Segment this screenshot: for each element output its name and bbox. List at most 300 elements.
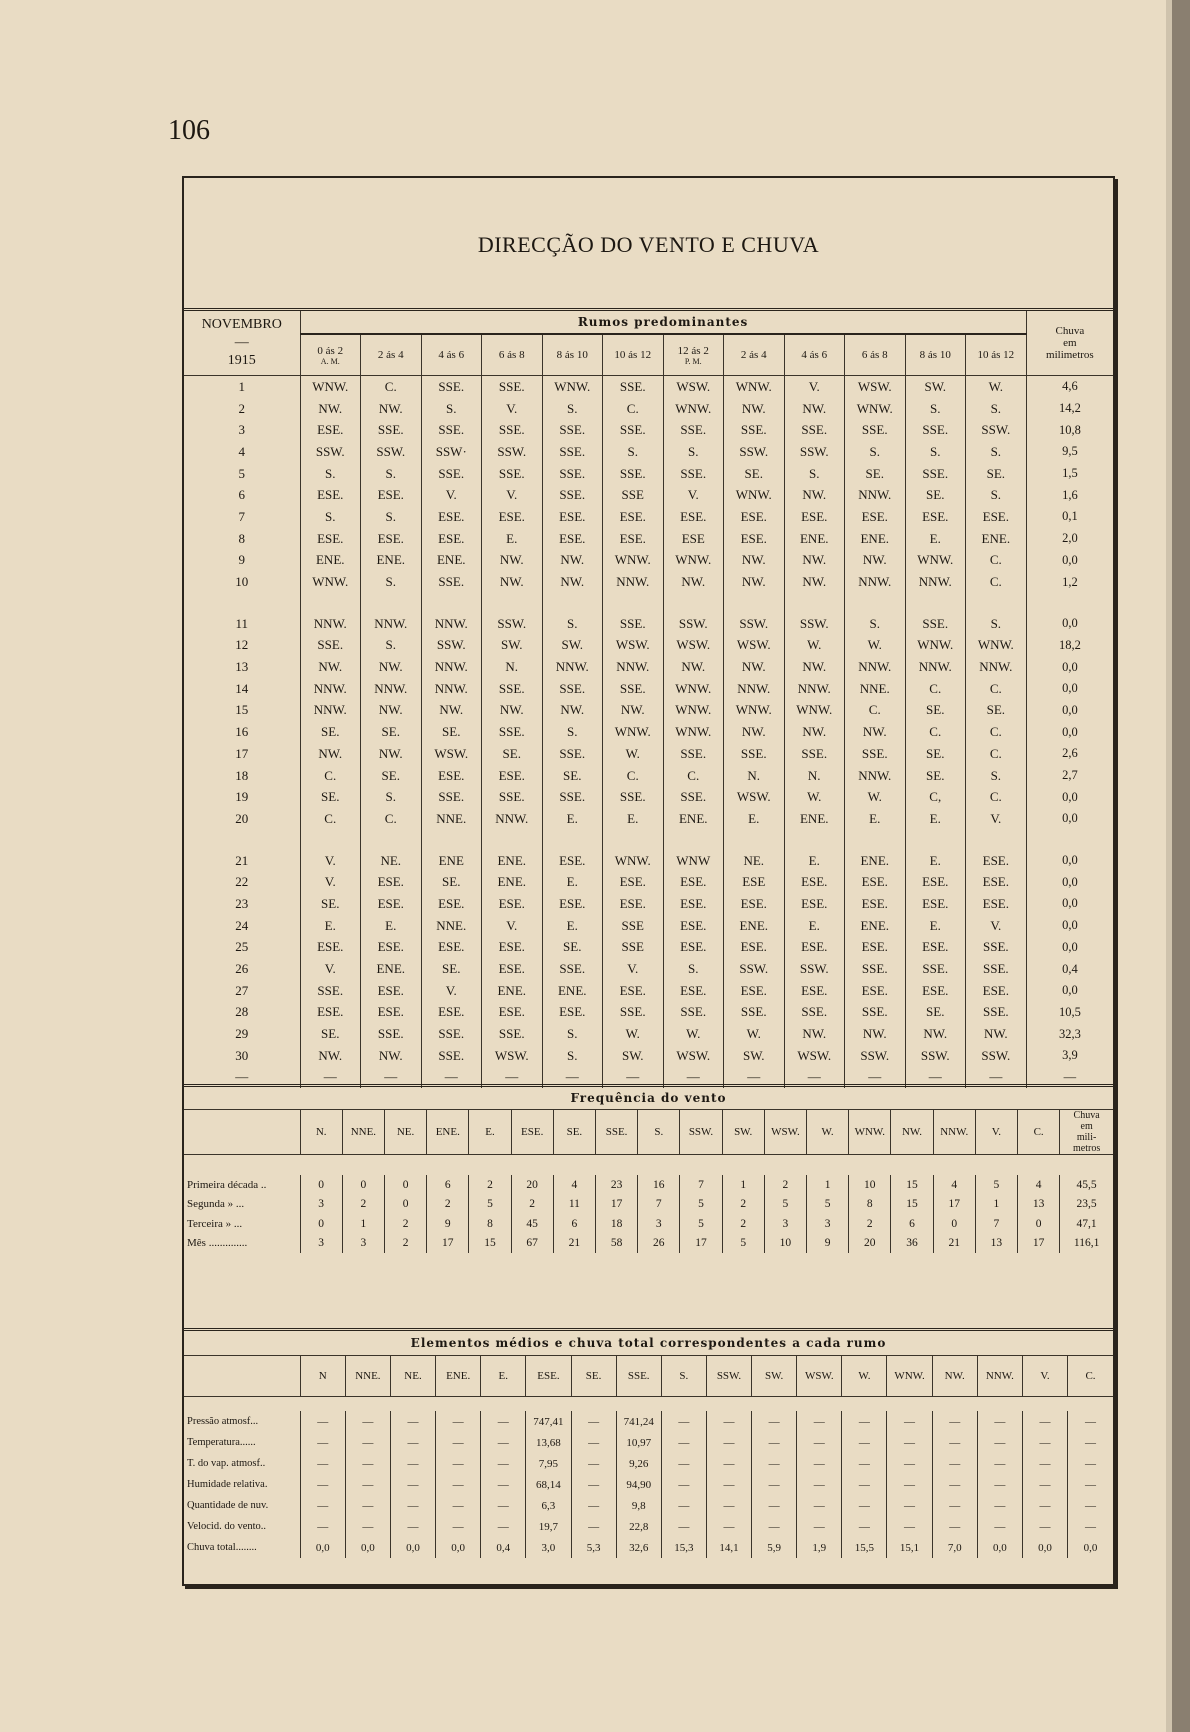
direction-cell: SSE.: [603, 678, 664, 700]
frequency-cell: 21: [933, 1234, 975, 1254]
direction-cell: SSE.: [421, 419, 482, 441]
frequency-cell: 1: [722, 1175, 764, 1195]
direction-cell: ESE.: [300, 528, 361, 550]
direction-cell: SE.: [905, 765, 966, 787]
direction-cell: NW.: [966, 1023, 1027, 1045]
direction-cell: C.: [966, 786, 1027, 808]
rain-header-line: em: [1063, 337, 1077, 349]
element-cell: —: [887, 1453, 932, 1474]
day-cell: 4: [184, 441, 300, 463]
element-cell: —: [977, 1432, 1022, 1453]
direction-header: NNE.: [345, 1356, 390, 1397]
direction-cell: WSW.: [663, 376, 724, 398]
direction-cell: E.: [905, 850, 966, 872]
element-cell: —: [436, 1495, 481, 1516]
direction-cell: ENE.: [845, 528, 906, 550]
direction-cell: ESE.: [784, 871, 845, 893]
element-cell: —: [842, 1516, 887, 1537]
frequency-cell: 17: [680, 1234, 722, 1254]
direction-header: SW.: [752, 1356, 797, 1397]
direction-cell: V.: [482, 484, 543, 506]
direction-cell: ESE.: [845, 506, 906, 528]
direction-cell: SSE.: [966, 958, 1027, 980]
element-cell: 0,4: [481, 1537, 526, 1558]
table-row: [184, 613, 1113, 635]
direction-cell: SSE.: [421, 571, 482, 593]
gap-cell: [845, 593, 906, 613]
element-cell: —: [390, 1516, 435, 1537]
direction-cell: ESE.: [663, 506, 724, 528]
direction-cell: ENE.: [784, 528, 845, 550]
direction-cell: SSW.: [421, 635, 482, 657]
hour-label: 6 ás 8: [498, 349, 525, 361]
hour-label: 10 ás 12: [614, 349, 652, 361]
frequency-cell: 5: [680, 1214, 722, 1234]
direction-cell: NW.: [300, 743, 361, 765]
direction-cell: NW.: [361, 398, 422, 420]
hour-label: 2 ás 4: [377, 349, 404, 361]
direction-cell: WSW.: [421, 743, 482, 765]
element-cell: —: [842, 1411, 887, 1432]
direction-cell: S.: [421, 398, 482, 420]
element-cell: —: [436, 1432, 481, 1453]
direction-cell: C.: [966, 721, 1027, 743]
frequency-cell: 26: [638, 1234, 680, 1254]
rain-cell: 0,0: [1062, 853, 1078, 868]
element-cell: —: [1022, 1495, 1067, 1516]
direction-cell: S.: [300, 463, 361, 485]
table-row: [184, 958, 1113, 980]
direction-header: NNE.: [342, 1110, 384, 1155]
direction-cell: SSE.: [421, 1023, 482, 1045]
direction-header: N.: [300, 1110, 342, 1155]
page-title: DIRECÇÃO DO VENTO E CHUVA: [477, 232, 820, 257]
element-cell: —: [436, 1516, 481, 1537]
hour-label: 8 ás 10: [556, 349, 588, 361]
direction-cell: ENE.: [784, 808, 845, 830]
rain-cell: 0,0: [1062, 659, 1078, 674]
direction-cell: ENE.: [361, 958, 422, 980]
direction-cell: S.: [663, 958, 724, 980]
direction-cell: ESE.: [966, 871, 1027, 893]
direction-cell: NW.: [905, 1023, 966, 1045]
mean-elements-table: [184, 1328, 1113, 1558]
direction-cell: V.: [663, 484, 724, 506]
table-row: [184, 635, 1113, 657]
element-cell: —: [300, 1516, 345, 1537]
direction-cell: NW.: [361, 700, 422, 722]
direction-cell: ENE.: [542, 980, 603, 1002]
direction-cell: SSE.: [603, 419, 664, 441]
frequency-cell: 5: [807, 1195, 849, 1215]
frequency-cell: 1: [975, 1195, 1017, 1215]
table-row: [184, 1495, 1113, 1516]
element-cell: —: [571, 1495, 616, 1516]
element-cell: —: [390, 1411, 435, 1432]
direction-cell: ESE: [663, 528, 724, 550]
element-cell: —: [345, 1453, 390, 1474]
direction-cell: E.: [300, 915, 361, 937]
direction-cell: SE.: [482, 743, 543, 765]
direction-cell: SSE.: [966, 1002, 1027, 1024]
direction-cell: SE.: [905, 1002, 966, 1024]
element-cell: —: [345, 1411, 390, 1432]
element-cell: 0,0: [1022, 1537, 1067, 1558]
direction-cell: SSE.: [905, 419, 966, 441]
element-cell: —: [797, 1453, 842, 1474]
element-cell: 1,9: [797, 1537, 842, 1558]
element-cell: —: [481, 1516, 526, 1537]
direction-cell: SE.: [300, 721, 361, 743]
direction-cell: SSE.: [542, 419, 603, 441]
direction-cell: NW.: [845, 721, 906, 743]
day-cell: 26: [184, 958, 300, 980]
hour-header: [361, 334, 422, 376]
direction-cell: V.: [784, 376, 845, 398]
element-cell: —: [797, 1474, 842, 1495]
frequency-cell: 5: [975, 1175, 1017, 1195]
element-cell: —: [752, 1474, 797, 1495]
direction-cell: ESE: [724, 871, 785, 893]
direction-cell: V.: [966, 915, 1027, 937]
direction-cell: SSE.: [845, 958, 906, 980]
direction-cell: WNW.: [845, 398, 906, 420]
day-cell: 13: [184, 656, 300, 678]
direction-cell: NNW.: [845, 656, 906, 678]
direction-cell: WSW.: [603, 635, 664, 657]
element-cell: 0,0: [977, 1537, 1022, 1558]
gap-cell: [421, 830, 482, 850]
direction-header: SSW.: [680, 1110, 722, 1155]
direction-cell: NW.: [361, 1045, 422, 1067]
direction-cell: ESE.: [361, 937, 422, 959]
direction-cell: SSE.: [784, 419, 845, 441]
element-cell: 15,3: [661, 1537, 706, 1558]
direction-cell: ESE.: [845, 871, 906, 893]
direction-header: S.: [661, 1356, 706, 1397]
frequency-cell: 17: [1018, 1234, 1060, 1254]
direction-cell: C,: [905, 786, 966, 808]
direction-cell: S.: [542, 1023, 603, 1045]
gap-cell: [724, 830, 785, 850]
element-cell: —: [706, 1432, 751, 1453]
hour-header: [845, 334, 906, 376]
element-cell: —: [1022, 1474, 1067, 1495]
gap-cell: [603, 830, 664, 850]
row-label: Segunda » ...: [184, 1195, 300, 1215]
direction-cell: SSE.: [784, 1002, 845, 1024]
direction-cell: ENE.: [300, 550, 361, 572]
direction-cell: ESE.: [542, 893, 603, 915]
direction-header: ENE.: [427, 1110, 469, 1155]
element-cell: —: [842, 1495, 887, 1516]
element-cell: 3,0: [526, 1537, 571, 1558]
direction-cell: NNW.: [905, 656, 966, 678]
hour-mark: P. M.: [684, 356, 702, 366]
day-cell: 2: [184, 398, 300, 420]
table-row: [184, 656, 1113, 678]
hour-label: 12 ás 2: [677, 344, 709, 357]
direction-cell: C.: [845, 700, 906, 722]
direction-cell: ESE.: [482, 506, 543, 528]
wind-direction-body: [184, 376, 1113, 1089]
row-label: Chuva total........: [184, 1537, 300, 1558]
rain-cell: 0,0: [1062, 896, 1078, 911]
day-cell: 9: [184, 550, 300, 572]
rain-cell: 1,2: [1062, 574, 1078, 589]
direction-cell: —: [724, 1067, 785, 1089]
day-cell: 11: [184, 613, 300, 635]
direction-cell: NW.: [603, 700, 664, 722]
direction-cell: SSE.: [724, 419, 785, 441]
table-row: [184, 893, 1113, 915]
frequency-cell: 4: [933, 1175, 975, 1195]
direction-cell: SSW.: [663, 613, 724, 635]
direction-cell: ESE.: [966, 980, 1027, 1002]
gap-cell: [300, 830, 361, 850]
direction-cell: SSE: [603, 484, 664, 506]
direction-cell: NE.: [724, 850, 785, 872]
day-cell: 19: [184, 786, 300, 808]
direction-cell: —: [542, 1067, 603, 1089]
direction-cell: —: [966, 1067, 1027, 1089]
element-cell: —: [752, 1432, 797, 1453]
direction-cell: WSW.: [663, 635, 724, 657]
frequency-cell: 2: [342, 1195, 384, 1215]
element-cell: —: [300, 1474, 345, 1495]
direction-cell: V.: [482, 915, 543, 937]
direction-cell: SSE.: [845, 419, 906, 441]
frequency-cell: 5: [722, 1234, 764, 1254]
direction-cell: ESE.: [966, 850, 1027, 872]
table-row: [184, 1516, 1113, 1537]
rain-cell: 0,0: [1062, 616, 1078, 631]
gap-row: [184, 830, 1113, 850]
direction-cell: ESE.: [724, 506, 785, 528]
direction-cell: SSE.: [421, 786, 482, 808]
direction-header: WNW.: [887, 1356, 932, 1397]
direction-cell: S.: [905, 398, 966, 420]
direction-cell: C.: [905, 721, 966, 743]
element-cell: 14,1: [706, 1537, 751, 1558]
direction-cell: NW.: [724, 550, 785, 572]
element-cell: 0,0: [345, 1537, 390, 1558]
day-cell: —: [184, 1067, 300, 1089]
direction-cell: ESE.: [845, 893, 906, 915]
row-label: Mês ..............: [184, 1234, 300, 1254]
direction-header: NE.: [384, 1110, 426, 1155]
direction-cell: SE.: [421, 721, 482, 743]
direction-header: SE.: [553, 1110, 595, 1155]
direction-cell: ESE.: [361, 893, 422, 915]
direction-cell: NW.: [784, 721, 845, 743]
element-cell: —: [932, 1411, 977, 1432]
direction-cell: ESE.: [784, 980, 845, 1002]
direction-cell: SSE.: [966, 937, 1027, 959]
element-cell: —: [390, 1474, 435, 1495]
direction-cell: C.: [361, 376, 422, 398]
direction-cell: E.: [542, 915, 603, 937]
element-cell: —: [1085, 1457, 1097, 1470]
direction-cell: SSE.: [542, 743, 603, 765]
direction-cell: ESE.: [905, 980, 966, 1002]
table-row: [184, 441, 1113, 463]
element-cell: 7,0: [932, 1537, 977, 1558]
table-frame: [182, 176, 1115, 1586]
direction-cell: SSE.: [845, 743, 906, 765]
direction-cell: SSE.: [421, 1045, 482, 1067]
gap-cell: [542, 830, 603, 850]
direction-cell: S.: [542, 721, 603, 743]
element-cell: —: [752, 1516, 797, 1537]
direction-cell: NW.: [784, 571, 845, 593]
rain-cell: 18,2: [1058, 637, 1081, 652]
direction-cell: NW.: [542, 700, 603, 722]
frequency-cell: 5: [680, 1195, 722, 1215]
day-cell: 15: [184, 700, 300, 722]
direction-cell: V.: [300, 958, 361, 980]
direction-cell: SSW.: [845, 1045, 906, 1067]
day-cell: 3: [184, 419, 300, 441]
direction-cell: E.: [784, 915, 845, 937]
hour-header: [300, 334, 361, 376]
element-cell: 15,5: [842, 1537, 887, 1558]
rain-cell: 32,3: [1058, 1026, 1081, 1041]
direction-cell: S.: [966, 484, 1027, 506]
frequency-cell: 2: [722, 1214, 764, 1234]
frequency-cell: 2: [469, 1175, 511, 1195]
rain-cell: 10,8: [1058, 422, 1081, 437]
direction-cell: SSE.: [905, 613, 966, 635]
element-cell: —: [436, 1411, 481, 1432]
direction-cell: S.: [966, 765, 1027, 787]
element-cell: —: [932, 1516, 977, 1537]
frequency-cell: 17: [933, 1195, 975, 1215]
direction-cell: ESE.: [784, 506, 845, 528]
element-cell: —: [977, 1453, 1022, 1474]
direction-cell: ESE.: [663, 980, 724, 1002]
element-cell: 10,97: [616, 1432, 661, 1453]
element-cell: —: [345, 1495, 390, 1516]
direction-cell: C.: [966, 571, 1027, 593]
hour-header: [482, 334, 543, 376]
frequency-cell: 2: [384, 1234, 426, 1254]
direction-header: WSW.: [764, 1110, 806, 1155]
direction-header: SW.: [722, 1110, 764, 1155]
frequency-cell: 23: [595, 1175, 637, 1195]
table-row: [184, 915, 1113, 937]
element-cell: —: [977, 1516, 1022, 1537]
direction-cell: NNW.: [300, 613, 361, 635]
rain-cell: —: [1063, 1069, 1077, 1084]
direction-cell: SSE.: [421, 376, 482, 398]
table-row: [184, 980, 1113, 1002]
direction-cell: C.: [300, 765, 361, 787]
direction-cell: ENE.: [724, 915, 785, 937]
direction-cell: WNW.: [300, 376, 361, 398]
spacer-row: [184, 1155, 1113, 1176]
direction-cell: NW.: [784, 1023, 845, 1045]
direction-cell: NW.: [300, 656, 361, 678]
element-cell: —: [481, 1453, 526, 1474]
direction-cell: ESE.: [482, 958, 543, 980]
gap-cell: [845, 830, 906, 850]
gap-cell: [784, 830, 845, 850]
element-cell: —: [436, 1453, 481, 1474]
day-cell: 23: [184, 893, 300, 915]
direction-header: SE.: [571, 1356, 616, 1397]
element-cell: —: [661, 1495, 706, 1516]
direction-cell: V.: [300, 871, 361, 893]
direction-cell: SSE.: [603, 613, 664, 635]
table-row: [184, 376, 1113, 398]
direction-cell: NNW.: [724, 678, 785, 700]
direction-cell: NW.: [724, 571, 785, 593]
day-cell: 30: [184, 1045, 300, 1067]
direction-cell: NNW.: [361, 613, 422, 635]
direction-header: W.: [842, 1356, 887, 1397]
frequency-cell: 5: [764, 1195, 806, 1215]
direction-cell: SE.: [300, 786, 361, 808]
direction-cell: SSE.: [300, 635, 361, 657]
direction-cell: SE.: [905, 484, 966, 506]
direction-cell: SE.: [724, 463, 785, 485]
rain-header-line: metros: [1073, 1143, 1101, 1154]
element-cell: —: [390, 1432, 435, 1453]
direction-cell: ESE.: [421, 765, 482, 787]
frequency-cell: 0: [300, 1175, 342, 1195]
direction-header: ESE.: [526, 1356, 571, 1397]
spacer-row: [184, 1397, 1113, 1412]
direction-cell: WNW.: [603, 550, 664, 572]
frequency-cell: 13: [975, 1234, 1017, 1254]
day-cell: 25: [184, 937, 300, 959]
direction-cell: SSW.: [784, 613, 845, 635]
direction-cell: NNW.: [421, 678, 482, 700]
frequency-cell: 6: [891, 1214, 933, 1234]
table-row: [184, 1023, 1113, 1045]
gap-cell: [421, 593, 482, 613]
direction-cell: SSE.: [663, 419, 724, 441]
direction-header: ESE.: [511, 1110, 553, 1155]
direction-cell: SSE.: [421, 463, 482, 485]
frequency-cell: 15: [891, 1175, 933, 1195]
rain-cell: 0,0: [1062, 552, 1078, 567]
element-cell: —: [706, 1474, 751, 1495]
direction-cell: SSW.: [784, 441, 845, 463]
direction-cell: SSE.: [603, 376, 664, 398]
direction-cell: SSW.: [724, 441, 785, 463]
element-cell: —: [661, 1432, 706, 1453]
wind-direction-table: [184, 311, 1113, 1088]
direction-cell: E.: [542, 808, 603, 830]
rain-header: [1060, 1110, 1113, 1155]
direction-cell: E.: [603, 808, 664, 830]
direction-cell: —: [300, 1067, 361, 1089]
hour-label: 4 ás 6: [801, 349, 828, 361]
element-cell: —: [661, 1516, 706, 1537]
direction-cell: SSW.: [724, 613, 785, 635]
direction-cell: ESE.: [603, 980, 664, 1002]
gap-cell: [361, 830, 422, 850]
frequency-cell: 2: [511, 1195, 553, 1215]
element-cell: —: [1022, 1411, 1067, 1432]
frequency-cell: 36: [891, 1234, 933, 1254]
direction-cell: SSE.: [482, 678, 543, 700]
direction-cell: WNW.: [724, 484, 785, 506]
row-label: T. do vap. atmosf..: [184, 1453, 300, 1474]
rain-header-line: Chuva: [1055, 325, 1085, 337]
